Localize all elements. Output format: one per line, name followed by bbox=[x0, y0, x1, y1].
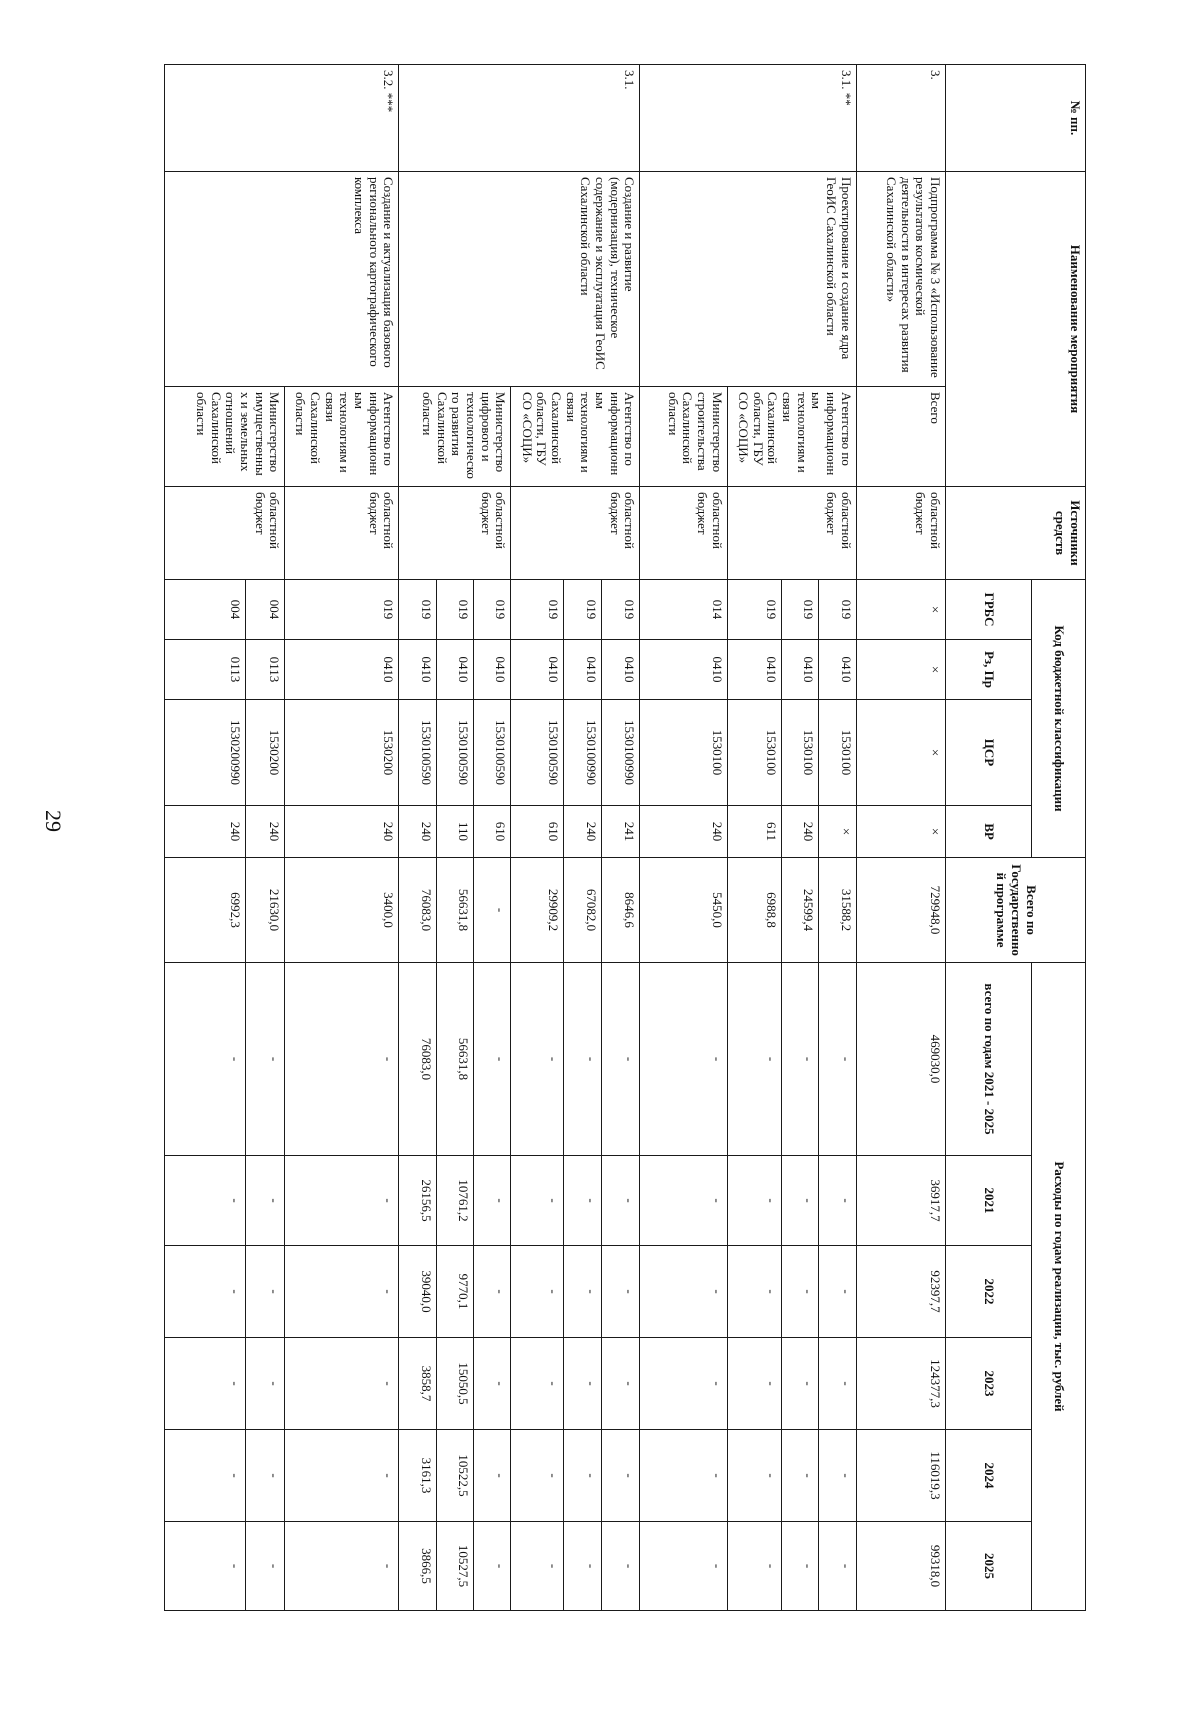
year-2021-cell: 10761,2 bbox=[436, 1156, 473, 1246]
executor: Министерство строительства Сахалинской области bbox=[640, 387, 727, 487]
csr-cell: 1530100990 bbox=[564, 700, 602, 806]
program-total-cell: 24599,4 bbox=[781, 858, 818, 963]
vr-cell: 240 bbox=[564, 806, 602, 858]
funding-source: областной бюджет bbox=[399, 487, 511, 580]
program-total-cell: 67082,0 bbox=[564, 858, 602, 963]
vr-cell: 110 bbox=[436, 806, 473, 858]
program-total-cell: 21630,0 bbox=[245, 858, 284, 963]
rz-pr-cell: 0410 bbox=[602, 640, 640, 700]
year-2021-cell: - bbox=[640, 1156, 727, 1246]
year-2023-cell: - bbox=[245, 1338, 284, 1430]
year-2025-cell: - bbox=[245, 1522, 284, 1611]
years-total-cell: 469030,0 bbox=[856, 963, 945, 1156]
program-total-cell: 56631,8 bbox=[436, 858, 473, 963]
header-name: Наименование мероприятия bbox=[946, 172, 1086, 487]
year-2023-cell: - bbox=[564, 1338, 602, 1430]
csr-cell: 1530100 bbox=[727, 700, 781, 806]
header-expenses-group: Расходы по годам реализации, тыс. рублей bbox=[1032, 963, 1086, 1611]
year-2024-cell: - bbox=[511, 1430, 564, 1522]
header-total-program: Всего по Государственной программе bbox=[946, 858, 1086, 963]
header-year: 2021 bbox=[946, 1156, 1032, 1246]
header-total-years: всего по годам 2021 - 2025 bbox=[946, 963, 1032, 1156]
program-total-cell: 8646,6 bbox=[602, 858, 640, 963]
grbs-cell: 019 bbox=[602, 580, 640, 640]
rz-pr-cell: 0410 bbox=[727, 640, 781, 700]
executor: Всего bbox=[856, 387, 945, 487]
year-2025-cell: - bbox=[511, 1522, 564, 1611]
year-2021-cell: - bbox=[285, 1156, 399, 1246]
year-2023-cell: 3858,7 bbox=[399, 1338, 436, 1430]
csr-cell: 1530200 bbox=[285, 700, 399, 806]
year-2021-cell: - bbox=[245, 1156, 284, 1246]
year-2024-cell: - bbox=[727, 1430, 781, 1522]
header-year: 2022 bbox=[946, 1246, 1032, 1338]
vr-cell: 611 bbox=[727, 806, 781, 858]
activity-name: Создание и развитие (модернизация), техническое содержание и эксплуатация ГеоИС Сахалинской области bbox=[399, 172, 640, 387]
rz-pr-cell: 0410 bbox=[511, 640, 564, 700]
years-total-cell: 56631,8 bbox=[436, 963, 473, 1156]
year-2021-cell: - bbox=[511, 1156, 564, 1246]
year-2022-cell: - bbox=[165, 1246, 246, 1338]
executor: Министерство имущественных и земельных отношений Сахалинской области bbox=[165, 387, 285, 487]
funding-source: областной бюджет bbox=[511, 487, 640, 580]
grbs-cell: 019 bbox=[285, 580, 399, 640]
year-2022-cell: 39040,0 bbox=[399, 1246, 436, 1338]
year-2022-cell: - bbox=[819, 1246, 856, 1338]
program-total-cell: 3400,0 bbox=[285, 858, 399, 963]
year-2021-cell: 26156,5 bbox=[399, 1156, 436, 1246]
year-2023-cell: 124377,3 bbox=[856, 1338, 945, 1430]
years-total-cell: - bbox=[165, 963, 246, 1156]
csr-cell: 1530100990 bbox=[602, 700, 640, 806]
rz-pr-cell: × bbox=[856, 640, 945, 700]
header-no: № пп. bbox=[946, 65, 1086, 172]
rotated-table-container bbox=[164, 64, 1086, 1610]
year-2024-cell: - bbox=[640, 1430, 727, 1522]
row-number: 3.2. *** bbox=[165, 65, 399, 172]
funding-source: областной бюджет bbox=[727, 487, 856, 580]
activity-name: Проектирование и создание ядра ГеоИС Сахалинской области bbox=[640, 172, 856, 387]
year-2021-cell: 36917,7 bbox=[856, 1156, 945, 1246]
years-total-cell: - bbox=[602, 963, 640, 1156]
year-2024-cell: - bbox=[564, 1430, 602, 1522]
row-number: 3.1. bbox=[399, 65, 640, 172]
years-total-cell: - bbox=[727, 963, 781, 1156]
header-rz: Рз, Пр bbox=[946, 640, 1032, 700]
table-row bbox=[856, 65, 945, 1611]
year-2023-cell: - bbox=[781, 1338, 818, 1430]
vr-cell: 610 bbox=[511, 806, 564, 858]
activity-name: Создание и актуализация базового регионального картографического комплекса bbox=[165, 172, 399, 387]
program-total-cell: 5450,0 bbox=[640, 858, 727, 963]
rz-pr-cell: 0410 bbox=[285, 640, 399, 700]
program-total-cell: 6988,8 bbox=[727, 858, 781, 963]
grbs-cell: 004 bbox=[165, 580, 246, 640]
csr-cell: × bbox=[856, 700, 945, 806]
program-total-cell: 729948,0 bbox=[856, 858, 945, 963]
year-2023-cell: - bbox=[165, 1338, 246, 1430]
funding-source: областной бюджет bbox=[640, 487, 727, 580]
header-year: 2025 bbox=[946, 1522, 1032, 1611]
year-2024-cell: 10522,5 bbox=[436, 1430, 473, 1522]
year-2025-cell: 3866,5 bbox=[399, 1522, 436, 1611]
rz-pr-cell: 0113 bbox=[165, 640, 246, 700]
csr-cell: 1530100590 bbox=[436, 700, 473, 806]
year-2022-cell: 92397,7 bbox=[856, 1246, 945, 1338]
year-2023-cell: - bbox=[285, 1338, 399, 1430]
year-2022-cell: - bbox=[781, 1246, 818, 1338]
year-2022-cell: - bbox=[640, 1246, 727, 1338]
year-2024-cell: - bbox=[602, 1430, 640, 1522]
year-2025-cell: - bbox=[781, 1522, 818, 1611]
year-2025-cell: - bbox=[564, 1522, 602, 1611]
year-2022-cell: - bbox=[511, 1246, 564, 1338]
year-2024-cell: 116019,3 bbox=[856, 1430, 945, 1522]
year-2025-cell: - bbox=[474, 1522, 511, 1611]
year-2025-cell: - bbox=[640, 1522, 727, 1611]
executor: Агентство по информационным технологиям и связи Сахалинской области, ГБУ СО «СОЦИ» bbox=[727, 387, 856, 487]
activity-name: Подпрограмма № 3 «Использование результатов космической деятельности в интересах развития Сахалинской области» bbox=[856, 172, 945, 387]
year-2024-cell: - bbox=[781, 1430, 818, 1522]
vr-cell: 240 bbox=[285, 806, 399, 858]
executor: Министерство цифрового и технологического развития Сахалинской области bbox=[399, 387, 511, 487]
years-total-cell: - bbox=[819, 963, 856, 1156]
program-total-cell: - bbox=[474, 858, 511, 963]
year-2023-cell: - bbox=[511, 1338, 564, 1430]
year-2023-cell: - bbox=[727, 1338, 781, 1430]
year-2023-cell: - bbox=[640, 1338, 727, 1430]
rz-pr-cell: 0410 bbox=[474, 640, 511, 700]
csr-cell: 1530100 bbox=[781, 700, 818, 806]
vr-cell: 240 bbox=[640, 806, 727, 858]
year-2025-cell: - bbox=[165, 1522, 246, 1611]
year-2022-cell: - bbox=[602, 1246, 640, 1338]
year-2023-cell: - bbox=[819, 1338, 856, 1430]
vr-cell: 241 bbox=[602, 806, 640, 858]
funding-source: областной бюджет bbox=[165, 487, 285, 580]
rz-pr-cell: 0410 bbox=[781, 640, 818, 700]
header-year: 2023 bbox=[946, 1338, 1032, 1430]
year-2024-cell: - bbox=[474, 1430, 511, 1522]
years-total-cell: - bbox=[245, 963, 284, 1156]
csr-cell: 1530100 bbox=[819, 700, 856, 806]
grbs-cell: 019 bbox=[511, 580, 564, 640]
rz-pr-cell: 0410 bbox=[640, 640, 727, 700]
rz-pr-cell: 0113 bbox=[245, 640, 284, 700]
year-2024-cell: 3161,3 bbox=[399, 1430, 436, 1522]
row-number: 3. bbox=[856, 65, 945, 172]
grbs-cell: 019 bbox=[564, 580, 602, 640]
years-total-cell: - bbox=[511, 963, 564, 1156]
program-total-cell: 29909,2 bbox=[511, 858, 564, 963]
csr-cell: 1530200 bbox=[245, 700, 284, 806]
csr-cell: 1530100590 bbox=[474, 700, 511, 806]
grbs-cell: 004 bbox=[245, 580, 284, 640]
budget-table bbox=[164, 64, 1086, 1611]
vr-cell: 240 bbox=[165, 806, 246, 858]
year-2023-cell: - bbox=[602, 1338, 640, 1430]
year-2021-cell: - bbox=[727, 1156, 781, 1246]
rz-pr-cell: 0410 bbox=[436, 640, 473, 700]
header-csr: ЦСР bbox=[946, 700, 1032, 806]
vr-cell: × bbox=[819, 806, 856, 858]
year-2022-cell: 9770,1 bbox=[436, 1246, 473, 1338]
year-2021-cell: - bbox=[474, 1156, 511, 1246]
grbs-cell: 019 bbox=[436, 580, 473, 640]
table-row bbox=[285, 65, 399, 1611]
year-2021-cell: - bbox=[819, 1156, 856, 1246]
vr-cell: 240 bbox=[245, 806, 284, 858]
table-row bbox=[819, 65, 856, 1611]
csr-cell: 1530100590 bbox=[511, 700, 564, 806]
year-2022-cell: - bbox=[474, 1246, 511, 1338]
header-year: 2024 bbox=[946, 1430, 1032, 1522]
program-total-cell: 31588,2 bbox=[819, 858, 856, 963]
page-number: 29 bbox=[41, 810, 66, 832]
header-vr: ВР bbox=[946, 806, 1032, 858]
grbs-cell: 019 bbox=[819, 580, 856, 640]
grbs-cell: 019 bbox=[399, 580, 436, 640]
grbs-cell: × bbox=[856, 580, 945, 640]
year-2024-cell: - bbox=[165, 1430, 246, 1522]
year-2024-cell: - bbox=[819, 1430, 856, 1522]
header-grbs: ГРБС bbox=[946, 580, 1032, 640]
csr-cell: 1530100590 bbox=[399, 700, 436, 806]
year-2025-cell: 99318,0 bbox=[856, 1522, 945, 1611]
year-2025-cell: - bbox=[285, 1522, 399, 1611]
header-sources: Источники средств bbox=[946, 487, 1086, 580]
rz-pr-cell: 0410 bbox=[564, 640, 602, 700]
year-2021-cell: - bbox=[564, 1156, 602, 1246]
funding-source: областной бюджет bbox=[285, 487, 399, 580]
grbs-cell: 014 bbox=[640, 580, 727, 640]
program-total-cell: 76083,0 bbox=[399, 858, 436, 963]
year-2022-cell: - bbox=[727, 1246, 781, 1338]
years-total-cell: - bbox=[285, 963, 399, 1156]
executor: Агентство по информационным технологиям и связи Сахалинской области, ГБУ СО «СОЦИ» bbox=[511, 387, 640, 487]
year-2025-cell: - bbox=[819, 1522, 856, 1611]
year-2023-cell: - bbox=[474, 1338, 511, 1430]
vr-cell: × bbox=[856, 806, 945, 858]
year-2023-cell: 15050,5 bbox=[436, 1338, 473, 1430]
funding-source: областной бюджет bbox=[856, 487, 945, 580]
years-total-cell: - bbox=[564, 963, 602, 1156]
grbs-cell: 019 bbox=[727, 580, 781, 640]
years-total-cell: 76083,0 bbox=[399, 963, 436, 1156]
year-2025-cell: - bbox=[602, 1522, 640, 1611]
rz-pr-cell: 0410 bbox=[399, 640, 436, 700]
year-2024-cell: - bbox=[285, 1430, 399, 1522]
year-2021-cell: - bbox=[165, 1156, 246, 1246]
years-total-cell: - bbox=[474, 963, 511, 1156]
year-2021-cell: - bbox=[602, 1156, 640, 1246]
program-total-cell: 6992,3 bbox=[165, 858, 246, 963]
vr-cell: 610 bbox=[474, 806, 511, 858]
grbs-cell: 019 bbox=[474, 580, 511, 640]
csr-cell: 1530200990 bbox=[165, 700, 246, 806]
rz-pr-cell: 0410 bbox=[819, 640, 856, 700]
vr-cell: 240 bbox=[399, 806, 436, 858]
vr-cell: 240 bbox=[781, 806, 818, 858]
header-code-group: Код бюджетной классификации bbox=[1032, 580, 1086, 858]
year-2025-cell: - bbox=[727, 1522, 781, 1611]
table-row bbox=[602, 65, 640, 1611]
year-2021-cell: - bbox=[781, 1156, 818, 1246]
row-number: 3.1. ** bbox=[640, 65, 856, 172]
year-2022-cell: - bbox=[245, 1246, 284, 1338]
csr-cell: 1530100 bbox=[640, 700, 727, 806]
year-2025-cell: 10527,5 bbox=[436, 1522, 473, 1611]
grbs-cell: 019 bbox=[781, 580, 818, 640]
year-2022-cell: - bbox=[285, 1246, 399, 1338]
years-total-cell: - bbox=[781, 963, 818, 1156]
year-2022-cell: - bbox=[564, 1246, 602, 1338]
year-2024-cell: - bbox=[245, 1430, 284, 1522]
executor: Агентство по информационным технологиям и связи Сахалинской области bbox=[285, 387, 399, 487]
years-total-cell: - bbox=[640, 963, 727, 1156]
